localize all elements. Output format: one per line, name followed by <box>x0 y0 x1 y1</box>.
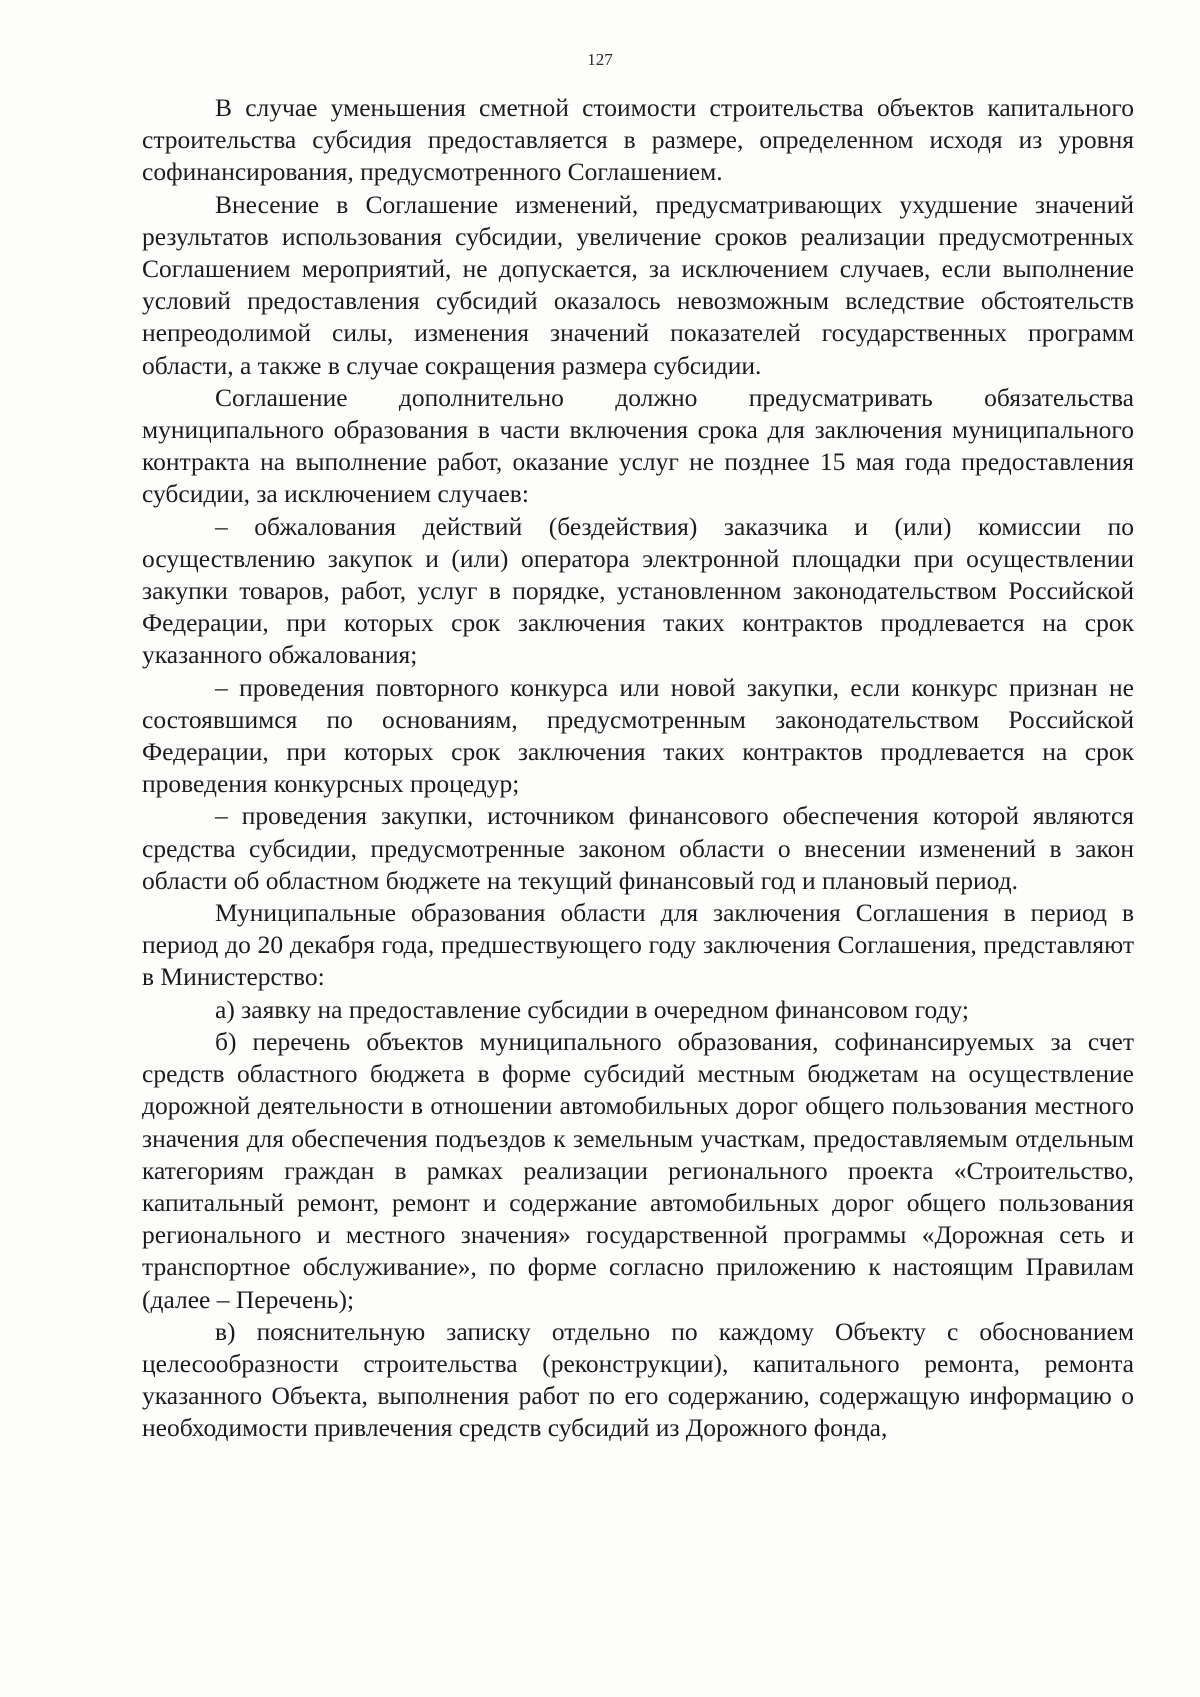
paragraph-1: В случае уменьшения сметной стоимости строительства объектов капитального строительства субсидия предоставляется в размере, определенном исходя из уровня софинансирования, предусмотренного Соглашением. <box>142 93 1134 187</box>
paragraph-3: Соглашение дополнительно должно предусматривать обязательства муниципального образования в части включения срока для заключения муниципального контракта на выполнение работ, оказание услуг не позднее 15 мая года предоставления субсидии, за исключением случаев: <box>142 382 1134 509</box>
paragraph-4: Муниципальные образования области для заключения Соглашения в период в период до 20 декабря года, предшествующего году заключения Соглашения, представляют в Министерство: <box>142 898 1134 992</box>
list-item-procurement: – проведения закупки, источником финансового обеспечения которой являются средства субсидии, предусмотренные законом области о внесении изменений в закон области об областном бюджете на текущий финансовый год и плановый период. <box>142 801 1134 895</box>
body-text <box>142 92 1134 1445</box>
list-item-repeat-tender: – проведения повторного конкурса или новой закупки, если конкурс признан не состоявшимся по основаниям, предусмотренным законодательством Российской Федерации, при которых срок заключения таких контрактов продлевается на срок проведения конкурсных процедур; <box>142 672 1134 799</box>
page-number: 127 <box>587 50 613 69</box>
item-b: б) перечень объектов муниципального образования, софинансируемых за счет средств областного бюджета в форме субсидий местным бюджетам на осуществление дорожной деятельности в отношении автомобильных дорог общего пользования местного значения для обеспечения подъездов к земельным участкам, предоставляемым отдельным категориям граждан в рамках реализации регионального проекта «Строительство, капитальный ремонт, ремонт и содержание автомобильных дорог общего пользования регионального и местного значения» государственной программы «Дорожная сеть и транспортное обслуживание», по форме согласно приложению к настоящим Правилам (далее – Перечень); <box>142 1026 1134 1314</box>
item-a: а) заявку на предоставление субсидии в очередном финансовом году; <box>215 994 969 1024</box>
list-item-appeal: – обжалования действий (бездействия) заказчика и (или) комиссии по осуществлению закупок и (или) оператора электронной площадки при осуществлении закупки товаров, работ, услуг в порядке, установленном законодательством Российской Федерации, при которых срок заключения таких контрактов продлевается на срок указанного обжалования; <box>142 511 1134 670</box>
item-c: в) пояснительную записку отдельно по каждому Объекту с обоснованием целесообразности строительства (реконструкции), капитального ремонта, ремонта указанного Объекта, выполнения работ по его содержанию, содержащую информацию о необходимости привлечения средств субсидий из Дорожного фонда, <box>142 1316 1134 1443</box>
paragraph-2: Внесение в Соглашение изменений, предусматривающих ухудшение значений результатов использования субсидии, увеличение сроков реализации предусмотренных Соглашением мероприятий, не допускается, за исключением случаев, если выполнение условий предоставления субсидий оказалось невозможным вследствие обстоятельств непреодолимой силы, изменения значений показателей государственных программ области, а также в случае сокращения размера субсидии. <box>142 189 1134 380</box>
